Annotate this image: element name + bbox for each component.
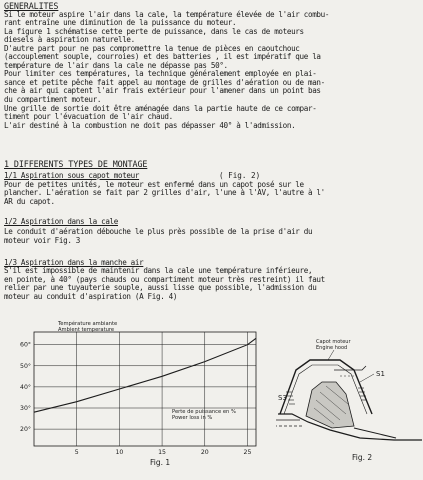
subsection-title: 1/3 Aspiration dans la manche air [4, 258, 144, 267]
chart-grid [34, 332, 256, 446]
body-line: Pour de petites unités, le moteur est enfermé dans un capot posé sur le [4, 180, 304, 189]
body-line: moteur au conduit d'aspiration (A Fig. 4) [4, 292, 178, 301]
body-line: relier par une tuyauterie souple, aussi lisse que possible, l'admission du [4, 283, 317, 292]
intro-line: che à air qui captent l'air frais extérieur pour l'amener dans un point bas [4, 86, 321, 95]
y-tick-label: 30° [20, 405, 31, 412]
x-tick-label: 20 [200, 449, 209, 456]
x-tick-label: 10 [115, 449, 124, 456]
body-line: plancher. L'aération se fait par 2 grilles d'air, l'une à l'AV, l'autre à l' [4, 188, 325, 197]
subsection-title: 1/2 Aspiration dans la cale [4, 217, 118, 226]
x-axis-label: Perte de puissance en % [172, 409, 236, 415]
chart-ticks [20, 341, 251, 456]
x-tick-label: 5 [74, 449, 79, 456]
figure-2-diagram [276, 330, 423, 480]
s1-label: S1 [376, 370, 385, 378]
x-tick-label: 25 [243, 449, 252, 456]
intro-line: Une grille de sortie doit être aménagée dans la partie haute de ce compar- [4, 104, 317, 113]
body-line: AR du capot. [4, 197, 55, 206]
y-tick-label: 40° [20, 383, 31, 391]
intro-line: diesels à aspiration naturelle. [4, 35, 135, 44]
intro-line: L'air destiné à la combustion ne doit pas dépasser 40° à l'admission. [4, 121, 296, 130]
series-line [34, 338, 256, 412]
figure-reference: ( Fig. 2) [219, 171, 261, 180]
figure-caption: Fig. 2 [352, 453, 373, 462]
body-line: Le conduit d'aération débouche le plus près possible de la prise d'air du [4, 227, 313, 236]
x-axis-label: Power loss in % [172, 415, 213, 421]
hood-label: Engine hood [316, 345, 348, 351]
subsection-title: 1/1 Aspiration sous capot moteur [4, 171, 140, 180]
body-line: S'il est impossible de maintenir dans la cale une température inférieure, [4, 266, 313, 275]
body-line: en pointe, à 40° (pays chauds ou compartiment moteur très restreint) il faut [4, 275, 325, 284]
figure-caption: Fig. 1 [150, 458, 171, 467]
propeller-shaft [354, 428, 396, 438]
s3-label: S3 [278, 394, 287, 402]
title-generalites: GENERALITES [4, 1, 59, 11]
figure-1-chart [0, 318, 275, 480]
x-tick-label: 15 [158, 449, 167, 456]
intro-line: du compartiment moteur. [4, 95, 102, 104]
intro-line: rant entraîne une diminution de la puissance du moteur. [4, 18, 237, 27]
y-axis-label: Température ambiante [58, 321, 118, 327]
label-leader [328, 350, 334, 360]
body-line: moteur voir Fig. 3 [4, 236, 80, 245]
intro-line: La figure 1 schématise cette perte de puissance, dans le cas de moteurs [4, 27, 304, 36]
intro-line: D'autre part pour ne pas compromettre la tenue de pièces en caoutchouc [4, 44, 300, 53]
intro-line: Pour limiter ces températures, la technique généralement employée en plai- [4, 69, 317, 78]
intro-line: (accouplement souple, courroies) et des batteries , il est impératif que la [4, 52, 321, 61]
y-tick-label: 50° [20, 362, 31, 370]
label-leader [360, 374, 374, 382]
section-heading: 1 DIFFERENTS TYPES DE MONTAGE [4, 159, 148, 169]
intro-line: sance et petite pêche fait appel au montage de grilles d'aération ou de man- [4, 78, 325, 87]
y-axis-label: Ambient temperature [58, 327, 115, 333]
y-tick-label: 60° [20, 341, 31, 349]
intro-line: timent pour l'évacuation de l'air chaud. [4, 112, 173, 121]
hood-label: Capot moteur [316, 339, 351, 345]
intro-line: température de l'air dans la cale ne dépasse pas 50°. [4, 61, 228, 70]
engine-block [306, 382, 354, 428]
y-tick-label: 20° [20, 426, 31, 434]
intro-line: Si le moteur aspire l'air dans la cale, la température élevée de l'air combu- [4, 10, 330, 19]
